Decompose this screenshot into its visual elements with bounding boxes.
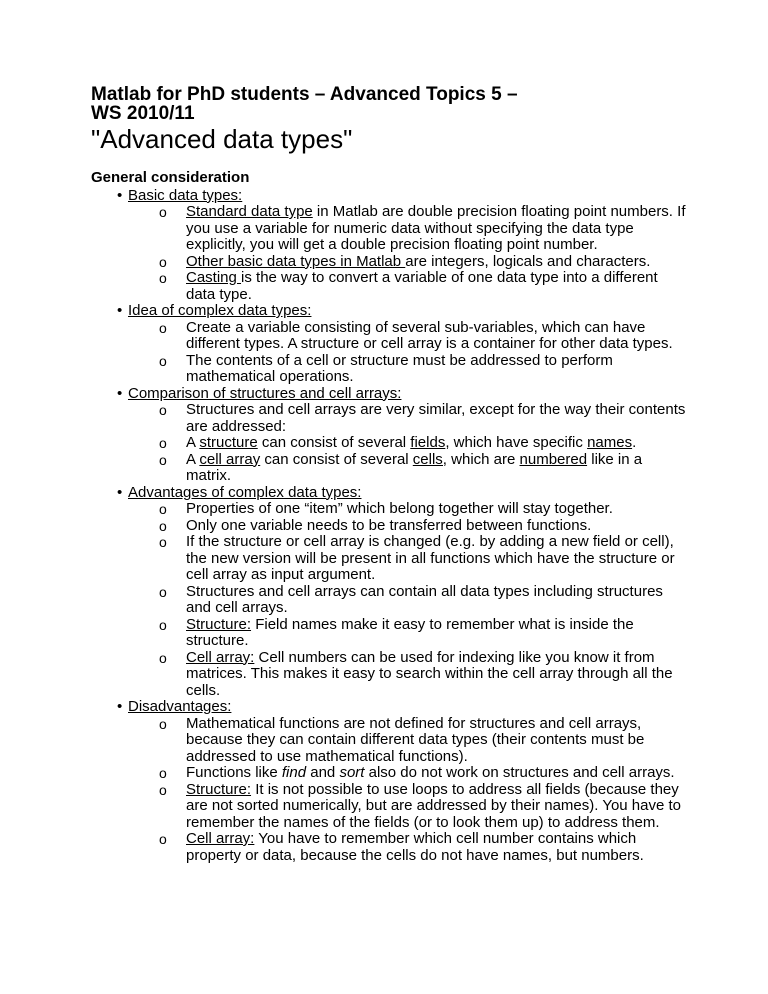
section-heading: General consideration [91, 169, 250, 186]
sub-item [91, 204, 691, 254]
bullet-glyph: • [117, 302, 123, 319]
text: can consist of several [260, 450, 413, 468]
sub-item [91, 782, 691, 832]
term: Other basic data types in Matlab [186, 252, 406, 270]
text: Structures and cell arrays can contain all data types including structures and cell arrays. [186, 582, 663, 616]
sub-bullet-glyph: o [159, 402, 167, 418]
sub-bullet-glyph: o [159, 616, 167, 633]
sub-list [128, 204, 691, 303]
text: Only one variable needs to be transferred between functions. [186, 516, 592, 534]
sub-list [128, 402, 691, 485]
text: are integers, logicals and characters. [405, 252, 651, 270]
text: and [306, 764, 340, 781]
text: Cell numbers can be used for indexing like you know it from matrices. This makes it easy to search within the cell array through all the cells. [186, 648, 673, 699]
sub-item [91, 765, 691, 782]
bullet-label: Comparison of structures and cell arrays: [128, 384, 402, 402]
sub-bullet-glyph: o [159, 451, 167, 468]
term: structure [199, 434, 258, 451]
text: Properties of one “item” which belong together will stay together. [186, 500, 613, 517]
text: The contents of a cell or structure must be addressed to perform mathematical operations. [186, 351, 613, 385]
sub-bullet-glyph: o [159, 253, 167, 270]
sub-item [91, 353, 691, 386]
sub-bullet-glyph: o [159, 715, 167, 732]
sub-bullet-glyph: o [159, 517, 167, 534]
sub-item [91, 320, 691, 353]
text: It is not possible to use loops to address all fields (because they are not sorted numerically, but are addressed by their names). You have to remember the names of the fields (or to look them up) to address them. [186, 780, 682, 831]
term: names [587, 434, 633, 451]
sub-item [91, 254, 691, 271]
sub-item [91, 435, 691, 452]
sub-bullet-glyph: o [159, 831, 167, 847]
text: is the way to convert a variable of one data type into a different data type. [186, 269, 658, 303]
bullet-label: Advantages of complex data types: [128, 483, 362, 501]
sub-bullet-glyph: o [159, 649, 167, 666]
title-line-2: WS 2010/11 [91, 103, 195, 124]
term: Cell array: [186, 648, 255, 666]
sub-list [128, 320, 691, 386]
text: Field names make it easy to remember what is inside the structure. [186, 615, 634, 649]
bullet-label: Disadvantages: [128, 698, 232, 715]
term: sort [339, 764, 365, 781]
bullet-idea-complex-types [91, 303, 691, 386]
term: Structure: [186, 780, 252, 798]
sub-bullet-glyph: o [159, 319, 167, 336]
text: which are [446, 450, 520, 468]
text: If the structure or cell array is changed (e.g. by adding a new field or cell), the new version will be present in all functions which have the structure or cell array as input argument. [186, 533, 675, 583]
bullet-label: Basic data types: [128, 186, 243, 204]
bullet-glyph: • [117, 186, 123, 204]
sub-item [91, 518, 691, 535]
text: Functions like [186, 764, 282, 781]
bullet-basic-data-types [91, 188, 691, 304]
sub-bullet-glyph: o [159, 270, 167, 286]
term: cells, [412, 450, 447, 468]
bullet-glyph: • [117, 698, 123, 715]
content [91, 170, 691, 864]
title-block [91, 85, 518, 153]
title-line-1: Matlab for PhD students – Advanced Topics 5 – [91, 84, 518, 105]
bullet-disadvantages [91, 699, 691, 864]
sub-item [91, 831, 691, 864]
sub-item [91, 501, 691, 518]
sub-item [91, 270, 691, 303]
text: like in a matrix. [186, 450, 643, 484]
sub-item [91, 452, 691, 485]
sub-bullet-glyph: o [159, 435, 167, 451]
text: , which have specific [445, 434, 588, 451]
term: numbered [519, 450, 588, 468]
bullet-label: Idea of complex data types: [128, 302, 312, 319]
text: in Matlab are double precision floating point numbers. If you use a variable for numeric data without specifying the data type explicitly, you will get a double precision floating point number. [186, 203, 686, 253]
sub-bullet-glyph: o [159, 781, 167, 798]
sub-bullet-glyph: o [159, 583, 167, 600]
sub-bullet-glyph: o [159, 765, 167, 781]
term: Structure: [186, 615, 252, 633]
term: Casting [186, 269, 242, 286]
term: Cell array: [186, 830, 255, 847]
sub-item [91, 716, 691, 766]
text: Structures and cell arrays are very similar, except for the way their contents are addressed: [186, 401, 686, 435]
term: cell array [199, 450, 261, 468]
sub-bullet-glyph: o [159, 204, 167, 220]
sub-bullet-glyph: o [159, 352, 167, 369]
sub-list [128, 716, 691, 865]
bullet-comparison [91, 386, 691, 485]
text: Create a variable consisting of several sub-variables, which can have different types. A structure or cell array is a container for other data types. [186, 318, 673, 352]
sub-item [91, 617, 691, 650]
bullet-glyph: • [117, 384, 123, 402]
text: A [186, 450, 200, 468]
text: You have to remember which cell number contains which property or data, because the cells do not have names, but numbers. [186, 830, 644, 864]
sub-item [91, 534, 691, 584]
text: can consist of several [257, 434, 411, 451]
bullet-glyph: • [117, 483, 123, 501]
sub-bullet-glyph: o [159, 501, 167, 517]
document-subtitle: "Advanced data types" [91, 124, 353, 154]
term: fields [410, 434, 446, 451]
term: Standard data type [186, 203, 313, 220]
sub-item [91, 650, 691, 700]
sub-list [128, 501, 691, 699]
sub-bullet-glyph: o [159, 534, 167, 550]
sub-item [91, 402, 691, 435]
text: . [632, 434, 637, 451]
term: find [281, 764, 307, 781]
main-list [91, 188, 691, 865]
text: Mathematical functions are not defined for structures and cell arrays, because they can contain different data types (their contents must be addressed to use mathematical functions). [186, 714, 645, 765]
bullet-advantages [91, 485, 691, 700]
sub-item [91, 584, 691, 617]
text: A [186, 434, 200, 451]
text: also do not work on structures and cell arrays. [364, 764, 675, 781]
